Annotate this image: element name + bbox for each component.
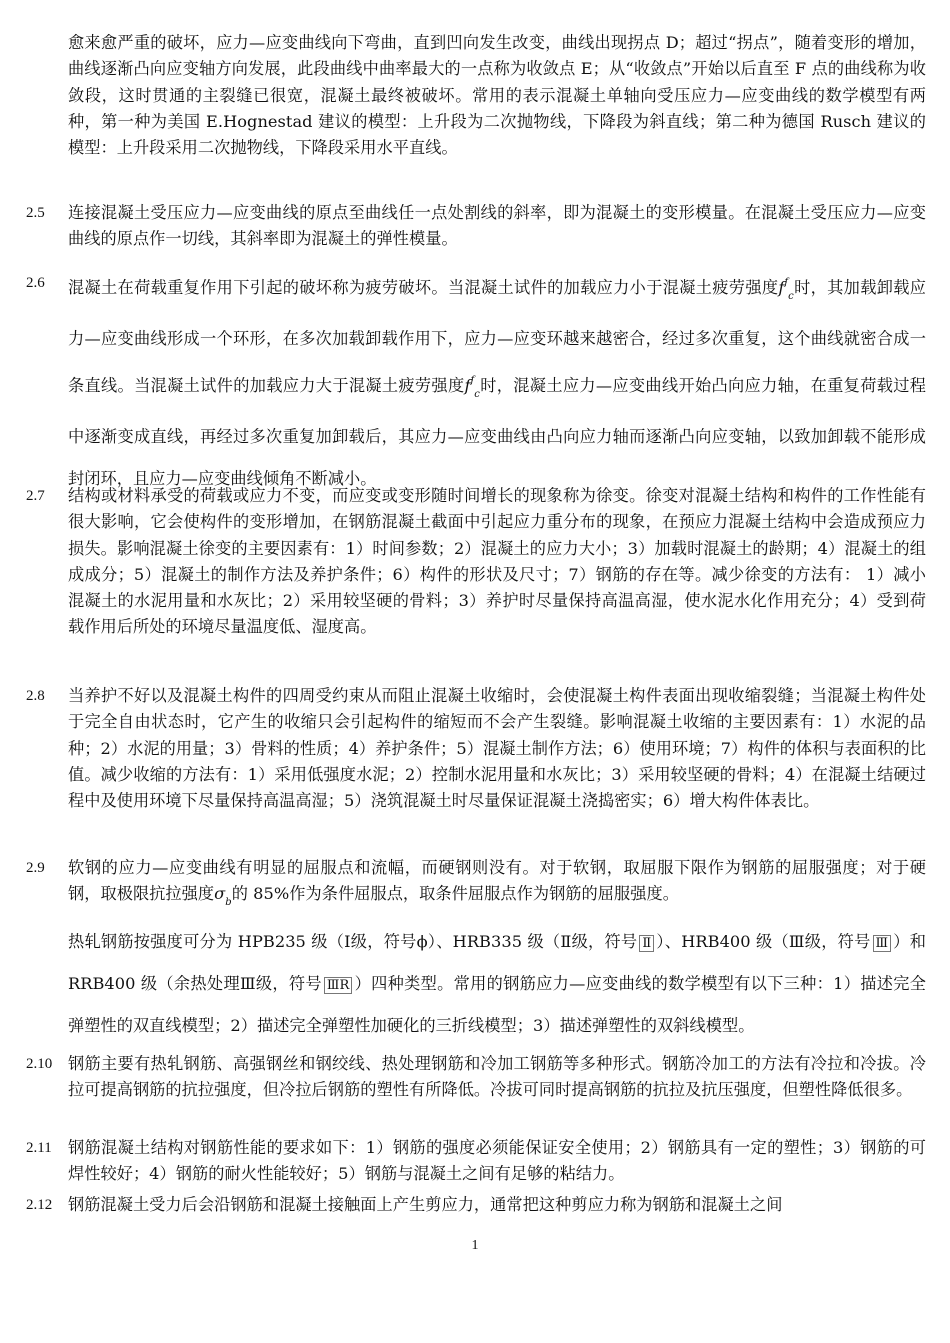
page-number: 1 xyxy=(471,1238,479,1253)
paragraph-text: 愈来愈严重的破坏，应力—应变曲线向下弯曲，直到凹向发生改变，曲线出现拐点 D；超过“拐点”，随着变形的增加，曲线逐渐凸向应变轴方向发展，此段曲线中曲率最大的一点称为收敛点 E；从“收敛点”开始以后直至 F 点的曲线称为收敛段，这时贯通的主裂缝已很宽，混凝土最终被破坏。常用的表示混凝土单轴向受压应力—应变曲线的数学模型有两种，第一种为美国 E.Hognestad 建议的模型：上升段为二次抛物线，下降段为斜直线；第二种为德国 Rusch 建议的模型：上升段采用二次抛物线，下降段采用水平直线。 xyxy=(68,33,926,158)
paragraph-text: 连接混凝土受压应力—应变曲线的原点至曲线任一点处割线的斜率，即为混凝土的变形模量。在混凝土受压应力—应变曲线的原点作一切线，其斜率即为混凝土的弹性模量。 xyxy=(68,203,926,249)
paragraph-text: 钢筋主要有热轧钢筋、高强钢丝和钢绞线、热处理钢筋和冷加工钢筋等多种形式。钢筋冷加工的方法有冷拉和冷拔。冷拉可提高钢筋的抗拉强度，但冷拉后钢筋的塑性有所降低。冷拔可同时提高钢筋的抗拉及抗压强度，但塑性降低很多。 xyxy=(68,1054,926,1100)
paragraph-number: 2.7 xyxy=(26,488,45,504)
fatigue-strength-symbol: $f^f_c$ xyxy=(778,277,794,302)
text-part: 时，混凝土应力—应变曲线开始凸向应力轴，在重复荷载过程中逐渐变成直线，再经过多次重复加卸载后，其应力—应变曲线由凸向应力轴而逐渐凸向应变轴，以致加卸载不能形成封闭环，且应力—应变曲线倾角不断减小。 xyxy=(68,376,926,488)
phi-symbol: ϕ xyxy=(416,931,428,951)
paragraph-text: 钢筋混凝土结构对钢筋性能的要求如下：1）钢筋的强度必须能保证安全使用；2）钢筋具有一定的塑性；3）钢筋的可焊性较好；4）钢筋的耐火性能较好；5）钢筋与混凝土之间有足够的粘结力。 xyxy=(68,1138,926,1184)
text-part: 混凝土在荷载重复作用下引起的破坏称为疲劳破坏。当混凝土试件的加载应力小于混凝土疲劳强度 xyxy=(68,278,779,297)
paragraph-number: 2.10 xyxy=(26,1056,53,1072)
paragraph-number: 2.12 xyxy=(26,1197,53,1213)
paragraph-text xyxy=(68,855,926,1047)
rebar-grades-text: 热轧钢筋按强度可分为 HPB235 级（Ⅰ级，符号ϕ）、HRB335 级（Ⅱ级，符号 Ⅱ ）、HRB400 级（Ⅲ级，符号 Ⅲ ）和 RRB400 级（余热处理Ⅲ级，符号 ⅢR ）四种类型。常用的钢筋应力—应变曲线的数学模型有以下三种：1）描述完全弹塑性的双直线模型；2）描述完全弹塑性加硬化的三折线模型；3）描述弹塑性的双斜线模型。 xyxy=(68,931,926,1035)
paragraph-number: 2.6 xyxy=(26,275,45,291)
paragraph-number: 2.5 xyxy=(26,205,45,221)
paragraph-number: 2.8 xyxy=(26,688,45,704)
paragraph-text xyxy=(68,262,926,500)
rrb400-symbol: ⅢR xyxy=(324,977,352,994)
paragraph-text: 钢筋混凝土受力后会沿钢筋和混凝土接触面上产生剪应力，通常把这种剪应力称为钢筋和混凝土之间 xyxy=(68,1195,783,1214)
hrb335-symbol: Ⅱ xyxy=(639,935,654,952)
hrb400-symbol: Ⅲ xyxy=(873,935,892,952)
text-part: 时，其加载卸载应力—应变曲线形成一个环形，在多次加载卸载作用下，应力—应变环越来越密合，经过多次重复，这个曲线就密合成一条直线。当混凝土试件的加载应力大于混凝土疲劳强度 xyxy=(68,278,926,395)
text-part: 的 85%作为条件屈服点，取条件屈服点作为钢筋的屈服强度。 xyxy=(231,884,679,904)
text-part: 软钢的应力—应变曲线有明显的屈服点和流幅，而硬钢则没有。对于软钢，取屈服下限作为钢筋的屈服强度；对于硬钢，取极限抗拉强度 xyxy=(68,858,926,904)
paragraph-text: 结构或材料承受的荷载或应力不变，而应变或变形随时间增长的现象称为徐变。徐变对混凝土结构和构件的工作性能有很大影响，它会使构件的变形增加，在钢筋混凝土截面中引起应力重分布的现象，在预应力混凝土结构中会造成预应力损失。影响混凝土徐变的主要因素有：1）时间参数；2）混凝土的应力大小；3）加载时混凝土的龄期；4）混凝土的组成成分；5）混凝土的制作方法及养护条件；6）构件的形状及尺寸；7）钢筋的存在等。减少徐变的方法有： 1）减小混凝土的水泥用量和水灰比；2）采用较坚硬的骨料；3）养护时尽量保持高温高湿，使水泥水化作用充分；4）受到荷载作用后所处的环境尽量温度低、湿度高。 xyxy=(68,486,926,637)
sigma-symbol: $\sigma_b$ xyxy=(214,884,232,909)
fatigue-strength-symbol: $f^f_c$ xyxy=(464,375,480,400)
paragraph-number: 2.11 xyxy=(26,1140,52,1156)
paragraph-number: 2.9 xyxy=(26,860,45,876)
paragraph-text: 当养护不好以及混凝土构件的四周受约束从而阻止混凝土收缩时，会使混凝土构件表面出现收缩裂缝；当混凝土构件处于完全自由状态时，它产生的收缩只会引起构件的缩短而不会产生裂缝。影响混凝土收缩的主要因素有：1）水泥的品种；2）水泥的用量；3）骨料的性质；4）养护条件；5）混凝土制作方法；6）使用环境；7）构件的体积与表面积的比值。减少收缩的方法有：1）采用低强度水泥；2）控制水泥用量和水灰比；3）采用较坚硬的骨料；4）在混凝土结硬过程中及使用环境下尽量保持高温高湿；5）浇筑混凝土时尽量保证混凝土浇捣密实；6）增大构件体表比。 xyxy=(68,686,926,811)
